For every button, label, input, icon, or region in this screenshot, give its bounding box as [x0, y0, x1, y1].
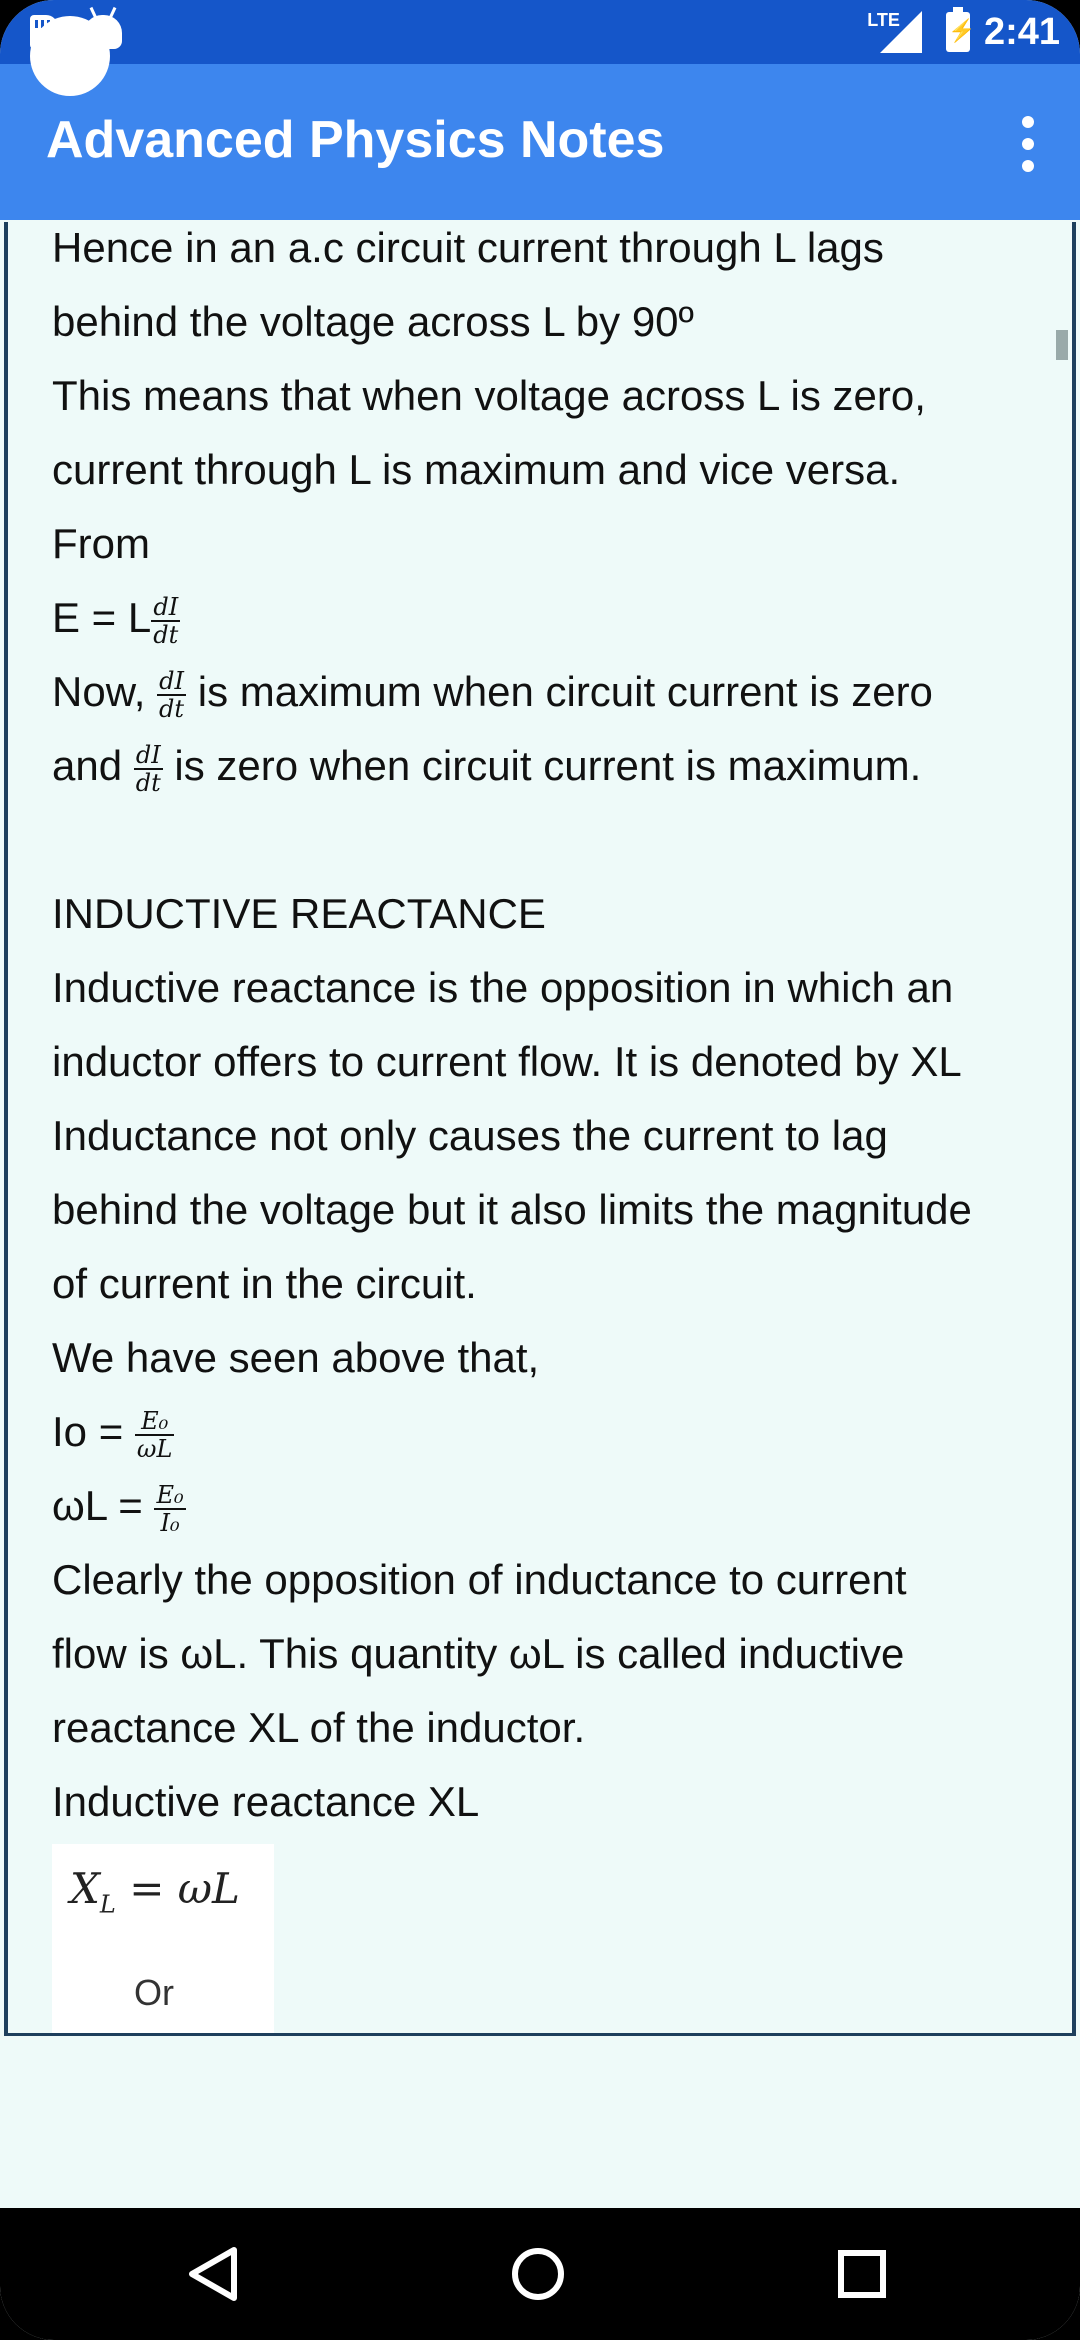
text-line: Hence in an a.c circuit current through L lags — [52, 224, 884, 271]
floating-dot — [30, 16, 110, 96]
text-line: Clearly the opposition of inductance to current — [52, 1556, 907, 1603]
text-line: From — [52, 520, 150, 567]
text-line: Inductive reactance XL — [52, 1778, 480, 1825]
text-line: reactance XL of the inductor. — [52, 1704, 586, 1751]
text-line-and: and $\frac{dI}{dt}$ is zero when circuit current is maximum. — [52, 740, 922, 797]
equation-io: Io = $\frac{\text{E₀}}{\omega L}$ — [52, 1406, 173, 1463]
home-icon[interactable] — [512, 2248, 564, 2300]
fraction-di-dt: $\frac{dI}{dt}$ — [159, 666, 185, 723]
section-heading: INDUCTIVE REACTANCE — [52, 890, 546, 937]
text-line: behind the voltage but it also limits the magnitude — [52, 1186, 972, 1233]
fraction-di-dt: $\frac{dI}{dt}$ — [135, 740, 161, 797]
notes-content[interactable] — [4, 222, 1076, 2036]
overflow-menu-icon[interactable] — [1006, 116, 1050, 172]
text-line: This means that when voltage across L is zero, — [52, 372, 926, 419]
app-title: Advanced Physics Notes — [46, 111, 665, 169]
status-clock: 2:41 — [983, 10, 1060, 53]
equation-e-l-di-dt: E = L $\frac{dI}{dt}$ — [52, 592, 179, 649]
text-line: flow is ωL. This quantity ωL is called inductive — [52, 1630, 905, 1677]
equation-wl: ωL = $\frac{\text{E₀}}{\text{I₀}}$ — [52, 1480, 184, 1537]
text-line: of current in the circuit. — [52, 1260, 477, 1307]
text-line: current through L is maximum and vice versa. — [52, 446, 901, 493]
fraction-e0-wl: $\frac{\text{E₀}}{\omega L}$ — [136, 1406, 173, 1463]
text-line: We have seen above that, — [52, 1334, 540, 1381]
recents-icon[interactable] — [838, 2250, 886, 2298]
fraction-di-dt: $\frac{dI}{dt}$ — [153, 592, 179, 649]
formula-xl-equals-wl: $X_L = \omega L$ — [70, 1864, 240, 1919]
text-line: Inductance not only causes the current to lag — [52, 1112, 888, 1159]
text-line: behind the voltage across L by 90º — [52, 298, 694, 345]
lte-label: LTE — [867, 9, 900, 30]
navigation-bar — [0, 2208, 1080, 2340]
scrollbar-thumb[interactable] — [1056, 330, 1068, 360]
text-line: inductor offers to current flow. It is denoted by XL — [52, 1038, 962, 1085]
formula-image — [52, 1844, 274, 2036]
text-line-now: Now, $\frac{dI}{dt}$ is maximum when circuit current is zero — [52, 666, 933, 723]
battery-charging-icon — [946, 12, 970, 52]
back-icon[interactable] — [186, 2246, 240, 2302]
fraction-e0-i0: $\frac{\text{E₀}}{\text{I₀}}$ — [156, 1480, 184, 1537]
formula-or-label: Or — [134, 1972, 174, 2013]
text-line: Inductive reactance is the opposition in which an — [52, 964, 954, 1011]
status-bar — [0, 0, 1080, 64]
app-bar — [0, 64, 1080, 220]
